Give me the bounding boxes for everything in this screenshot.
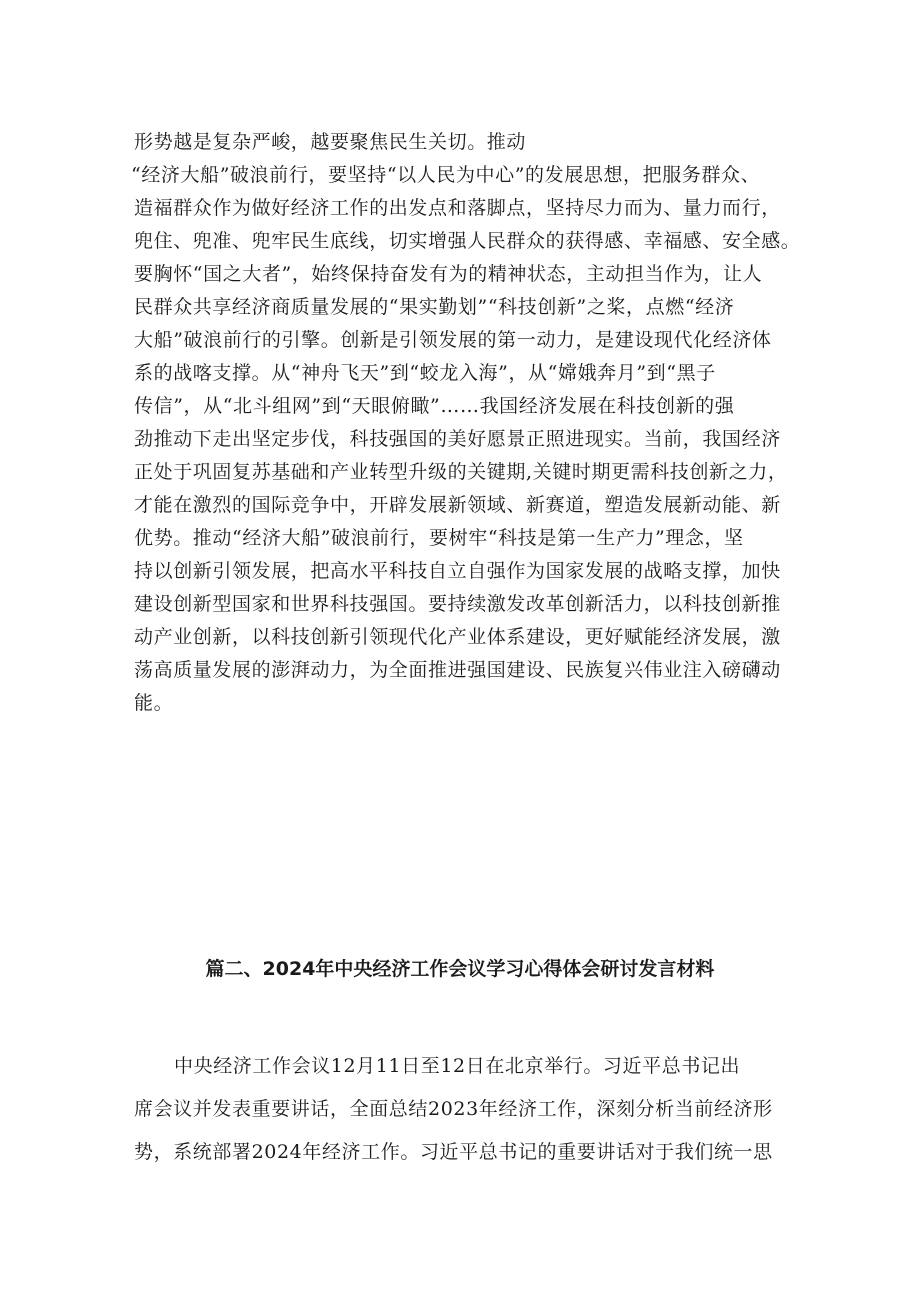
paragraph-line: 系的战喀支撑。从“神舟飞天”到“蛟龙入海”，从“嫦娥奔月”到“黑子 [134, 362, 716, 384]
paragraph-line: 荡高质量发展的澎湃动力，为全面推进强国建设、民族复兴伟业注入磅礴动 [134, 659, 781, 681]
paragraph-line: 势，系统部署2024年经济工作。习近平总书记的重要讲话对于我们统一思 [134, 1141, 773, 1163]
paragraph-line: 形势越是复杂严峻，越要聚焦民生关切。推动 [134, 131, 527, 153]
paragraph-line: 席会议并发表重要讲话，全面总结2023年经济工作，深刻分析当前经济形 [134, 1098, 773, 1120]
paragraph-line: “经济大船”破浪前行，要坚持“以人民为中心”的发展思想，把服务群众、 [131, 164, 761, 186]
paragraph-line: 正处于巩固复苏基础和产业转型升级的关键期,关键时期更需科技创新之力， [134, 461, 788, 483]
paragraph-line: 兜住、兜准、兜牢民生底线，切实增强人民群众的获得感、幸福感、安全感。 [134, 230, 801, 252]
paragraph-line: 能。 [134, 692, 174, 714]
paragraph-line: 持以创新引领发展，把高水平科技自立自强作为国家发展的战略支撑，加快 [134, 560, 781, 582]
paragraph-line: 传信”，从“北斗组网”到“天眼俯瞰”……我国经济发展在科技创新的强 [134, 395, 735, 417]
paragraph-line: 造福群众作为做好经济工作的出发点和落脚点，坚持尽力而为、量力而行， [134, 197, 781, 219]
paragraph-line: 要胸怀“国之大者”，始终保持奋发有为的精神状态，主动担当作为，让人 [134, 263, 763, 285]
paragraph-line: 动产业创新，以科技创新引领现代化产业体系建设，更好赋能经济发展，激 [134, 626, 781, 648]
section-2-heading: 篇二、2024年中央经济工作会议学习心得体会研讨发言材料 [205, 958, 715, 980]
paragraph-line: 民群众共享经济商质量发展的“果实勤划”“科技创新”之桨，点燃“经济 [134, 296, 735, 318]
paragraph-line: 中央经济工作会议12月11日至12日在北京举行。习近平总书记出 [174, 1055, 741, 1077]
paragraph-line: 劲推动下走出坚定步伐，科技强国的美好愿景正照进现实。当前，我国经济 [134, 428, 781, 450]
paragraph-line: 大船”破浪前行的引擎。创新是引领发展的第一动力，是建设现代化经济体 [134, 329, 772, 351]
paragraph-line: 才能在激烈的国际竞争中，开辟发展新领域、新赛道，塑造发展新动能、新 [134, 494, 781, 516]
paragraph-line: 建设创新型国家和世界科技强国。要持续激发改革创新活力，以科技创新推 [134, 593, 781, 615]
paragraph-line: 优势。推动“经济大船”破浪前行，要树牢“科技是第一生产力”理念，坚 [134, 527, 744, 549]
